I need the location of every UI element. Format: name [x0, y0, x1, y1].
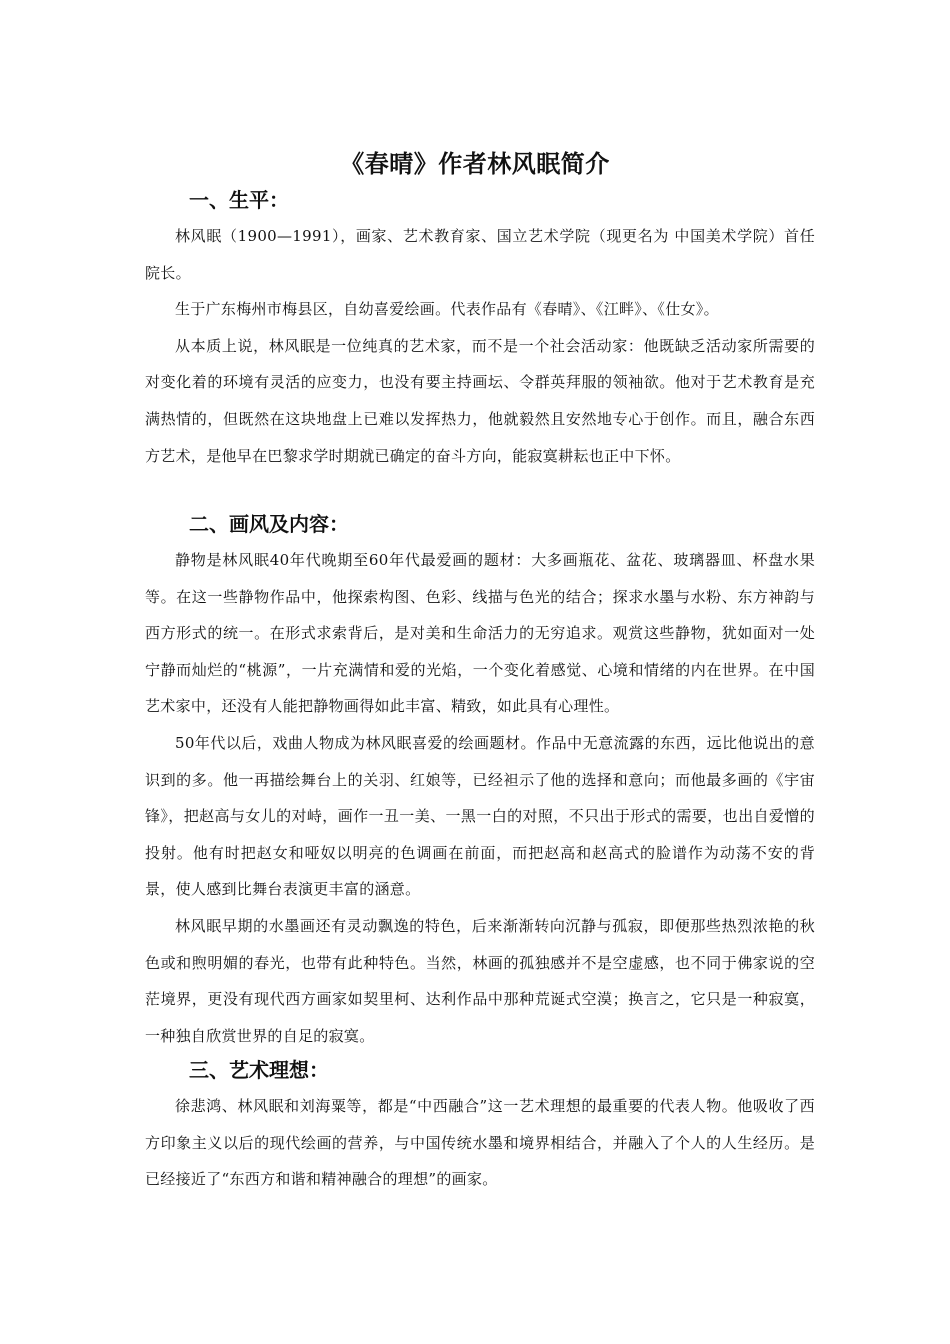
section-heading: 三、艺术理想： [189, 1058, 329, 1082]
document-title: 《春晴》作者林风眠简介 [340, 150, 610, 179]
section-artistic-ideal [145, 1052, 815, 1198]
section-biography [145, 182, 815, 474]
paragraph: 徐悲鸿、林风眠和刘海粟等，都是“中西融合”这一艺术理想的最重要的代表人物。他吸收了西方印象主义以后的现代绘画的营养，与中国传统水墨和境界相结合，并融入了个人的人生经历。是已经接近了“东西方和谐和精神融合的理想”的画家。 [145, 1097, 815, 1189]
paragraph: 林风眠早期的水墨画还有灵动飘逸的特色，后来渐渐转向沉静与孤寂，即便那些热烈浓艳的秋色或和煦明媚的春光，也带有此种特色。当然，林画的孤独感并不是空虚感，也不同于佛家说的空茫境界，更没有现代西方画家如契里柯、达利作品中那种荒诞式空漠；换言之，它只是一种寂寞，一种独自欣赏世界的自足的寂寞。 [145, 916, 815, 1045]
section-heading: 一、生平： [189, 188, 289, 212]
paragraph: 静物是林风眠40年代晚期至60年代最爱画的题材：大多画瓶花、盆花、玻璃器皿、杯盘水果等。在这一些静物作品中，他探索构图、色彩、线描与色光的结合；探求水墨与水粉、东方神韵与西方形式的统一。在形式求索背后，是对美和生命活力的无穷追求。观赏这些静物，犹如面对一处宁静而灿烂的“桃源”，一片充满情和爱的光焰，一个变化着感觉、心境和情绪的内在世界。在中国艺术家中，还没有人能把静物画得如此丰富、精致，如此具有心理性。 [145, 551, 815, 716]
paragraph: 林风眠（1900—1991），画家、艺术教育家、国立艺术学院（现更名为 中国美术学院）首任院长。 [145, 227, 815, 282]
section-style-and-content [145, 506, 815, 1054]
paragraph: 从本质上说，林风眠是一位纯真的艺术家，而不是一个社会活动家：他既缺乏活动家所需要的对变化着的环境有灵活的应变力，也没有要主持画坛、令群英拜服的领袖欲。他对于艺术教育是充满热情的，但既然在这块地盘上已难以发挥热力，他就毅然且安然地专心于创作。而且，融合东西方艺术，是他早在巴黎求学时期就已确定的奋斗方向，能寂寞耕耘也正中下怀。 [145, 336, 815, 465]
section-heading: 二、画风及内容： [189, 512, 349, 536]
paragraph: 50年代以后，戏曲人物成为林风眠喜爱的绘画题材。作品中无意流露的东西，远比他说出的意识到的多。他一再描绘舞台上的关羽、红娘等，已经袒示了他的选择和意向；而他最多画的《宇宙锋》，把赵高与女儿的对峙，画作一丑一美、一黑一白的对照，不只出于形式的需要，也出自爱憎的投射。他有时把赵女和哑奴以明亮的色调画在前面，而把赵高和赵高式的脸谱作为动荡不安的背景，使人感到比舞台表演更丰富的涵意。 [145, 733, 815, 899]
paragraph: 生于广东梅州市梅县区，自幼喜爱绘画。代表作品有《春晴》、《江畔》、《仕女》。 [175, 300, 719, 319]
